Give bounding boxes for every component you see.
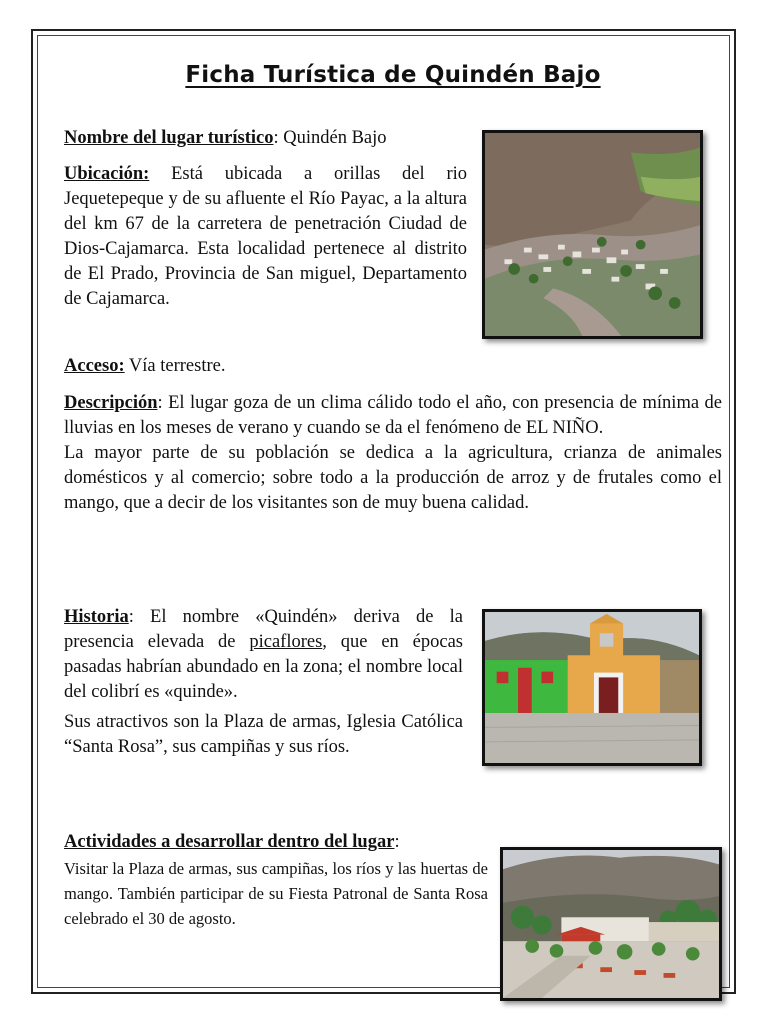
descripcion-text-1: : El lugar goza de un clima cálido todo el año, con presencia de mínima de lluvias en los meses de verano y cuando se da el fenómeno de EL NIÑO. [64,393,722,438]
acceso-section [64,354,724,379]
historia-text-b: , que en épocas pasadas habrían abundado en la zona; el nombre local del colibrí es «quinde». [64,632,463,702]
actividades-colon: : [394,832,400,852]
aerial-town-photo [482,130,703,339]
descripcion-section [64,391,722,516]
acceso-text: Vía terrestre. [124,356,226,376]
nombre-section [64,126,474,151]
picaflores-link[interactable]: picaflores [249,632,323,652]
historia-text-a: : El nombre «Quindén» deriva de la presencia elevada de [64,607,463,652]
actividades-heading [64,830,504,855]
page-title: Ficha Turística de Quindén Bajo [185,62,601,88]
actividades-section [64,856,488,931]
acceso-label: Acceso: [64,356,125,376]
ubicacion-text: Está ubicada a orillas del rio Jequetepeque y de su afluente el Río Payac, a la altura del km 67 de la carretera de penetración Ciudad de Dios-Cajamarca. Esta localidad pertenece al distrito de El Prado, Provincia de San miguel, Departamento de Cajamarca. [64,164,467,309]
nombre-value: : Quindén Bajo [273,128,387,148]
historia-label: Historia [64,607,129,627]
historia-text-2: Sus atractivos son la Plaza de armas, Iglesia Católica “Santa Rosa”, sus campiñas y sus ríos. [64,712,463,757]
historia-section [64,605,463,760]
actividades-label: Actividades a desarrollar dentro del lugar [64,832,395,852]
descripcion-label: Descripción [64,393,158,413]
descripcion-text-2: La mayor parte de su población se dedica a la agricultura, crianza de animales domésticos y al comercio; sobre todo a la producción de arroz y de frutales como el mango, que a decir de los visitantes son de muy buena calidad. [64,443,722,513]
church-photo [482,609,702,766]
ubicacion-section [64,162,467,312]
actividades-text: Visitar la Plaza de armas, sus campiñas, los ríos y las huertas de mango. También participar de su Fiesta Patronal de Santa Rosa celebrado el 30 de agosto. [64,859,488,928]
ubicacion-label: Ubicación: [64,164,150,184]
plaza-photo [500,847,722,1001]
nombre-label: Nombre del lugar turístico [64,128,274,148]
